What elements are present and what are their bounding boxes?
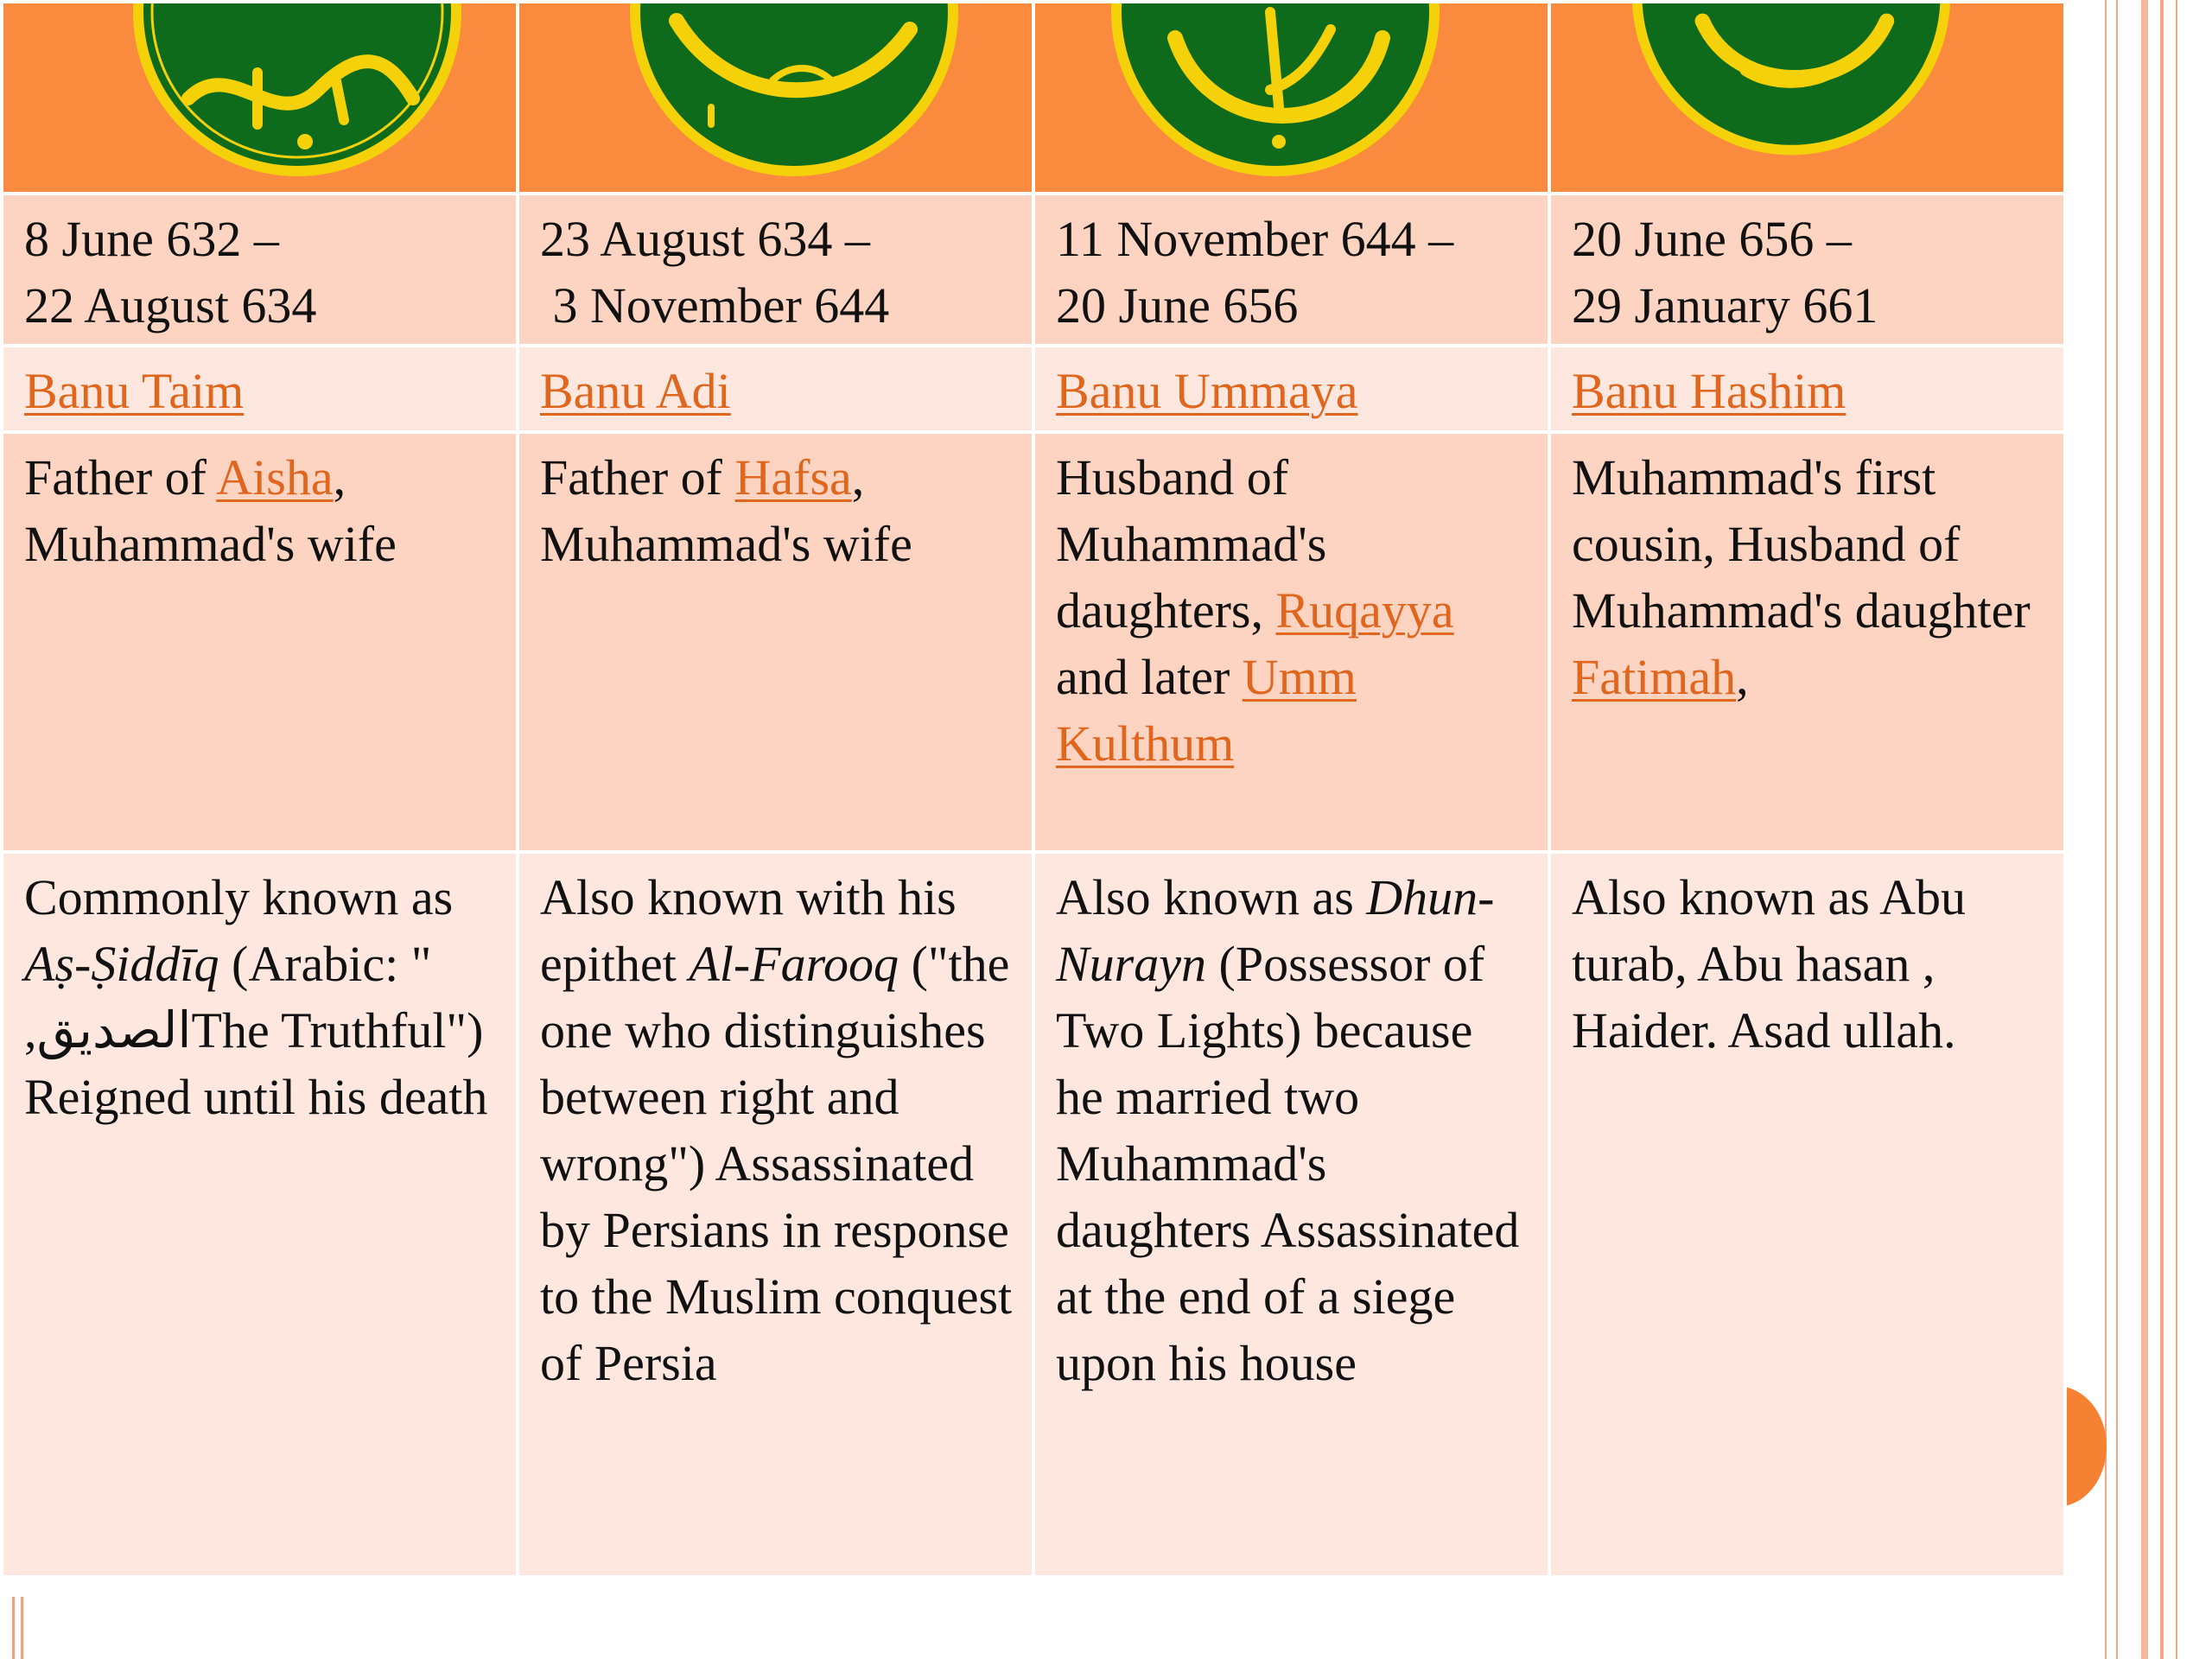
note-cell	[1033, 852, 1549, 1577]
calligraphy-seal-abu-bakr-icon	[128, 2, 467, 176]
reign-start: 20 June 656 –	[1572, 211, 1852, 267]
note-text: (Possessor of Two Lights) because he married two Muhammad's daughters Assassinated at the end of a siege upon his house	[1056, 936, 1520, 1391]
tribe-cell	[1033, 346, 1549, 432]
reign-dates	[1549, 194, 2065, 346]
tribe-cell	[1549, 346, 2065, 432]
note-cell	[2, 852, 518, 1577]
note-cell	[1549, 852, 2065, 1577]
epithet: Aṣ-Ṣiddīq	[24, 936, 219, 992]
link-ruqayya[interactable]: Ruqayya	[1275, 582, 1454, 639]
note-text: Also known with his epithet	[540, 869, 957, 992]
decorative-line	[2105, 0, 2107, 1659]
decorative-line	[2116, 0, 2118, 1659]
seal-row	[2, 2, 2065, 194]
tribe-cell	[518, 346, 1033, 432]
reign-start: 23 August 634 –	[540, 211, 870, 267]
tribe-cell	[2, 346, 518, 432]
link-hafsa[interactable]: Hafsa	[734, 449, 852, 505]
link-umm-kulthum[interactable]: Umm Kulthum	[1056, 649, 1357, 772]
calligraphy-seal-umar-icon	[625, 2, 963, 176]
relation-text: Husband of Muhammad's daughters,	[1056, 449, 1327, 639]
relation-row	[2, 432, 2065, 852]
note-text: Commonly known as	[24, 869, 454, 925]
tribe-link-banu-adi[interactable]: Banu Adi	[540, 363, 731, 419]
relation-cell	[1033, 432, 1549, 852]
note-row	[2, 852, 2065, 1577]
note-text: ("the one who distinguishes between right and wrong") Assassinated by Persians in response to the Muslim conquest of Persia	[540, 936, 1013, 1391]
link-fatimah[interactable]: Fatimah	[1572, 649, 1737, 705]
reign-dates	[1033, 194, 1549, 346]
relation-text: ,	[851, 449, 865, 505]
relation-cell	[518, 432, 1033, 852]
reign-start: 8 June 632 –	[24, 211, 279, 267]
calligraphy-seal-ali-icon	[1627, 2, 1955, 176]
relation-text: Muhammad's first cousin, Husband of Muhammad's daughter	[1572, 449, 2031, 639]
relation-text: ,	[1736, 649, 1749, 705]
note-text: Also known as Abu turab, Abu hasan , Haider. Asad ullah.	[1572, 869, 1966, 1058]
relation-text: Muhammad's wife	[540, 516, 912, 572]
tribe-link-banu-hashim[interactable]: Banu Hashim	[1572, 363, 1847, 419]
reign-end: 3 November 644	[540, 277, 890, 334]
relation-text: Father of	[24, 449, 217, 505]
decorative-line	[2141, 0, 2148, 1659]
tribe-link-banu-ummaya[interactable]: Banu Ummaya	[1056, 363, 1358, 419]
relation-text: ,	[333, 449, 346, 505]
epithet: Al-Farooq	[689, 936, 899, 992]
note-text: Also known as	[1056, 869, 1367, 925]
tribe-row	[2, 346, 2065, 432]
seal-cell	[1033, 2, 1549, 194]
tribe-link-banu-taim[interactable]: Banu Taim	[24, 363, 245, 419]
relation-text: Muhammad's wife	[24, 516, 397, 572]
reign-end: 20 June 656	[1056, 277, 1299, 334]
seal-cell	[2, 2, 518, 194]
note-cell	[518, 852, 1033, 1577]
epithet: Dhun-Nurayn	[1056, 869, 1495, 992]
relation-cell	[2, 432, 518, 852]
reign-start: 11 November 644 –	[1056, 211, 1454, 267]
calligraphy-seal-uthman-icon	[1106, 2, 1445, 176]
note-text: (Arabic: " ,الصديقThe Truthful") Reigned until his death	[24, 936, 488, 1125]
relation-text: and later	[1056, 649, 1243, 705]
reign-end: 29 January 661	[1572, 277, 1878, 334]
reign-end: 22 August 634	[24, 277, 317, 334]
link-aisha[interactable]: Aisha	[216, 449, 334, 505]
seal-cell	[518, 2, 1033, 194]
relation-cell	[1549, 432, 2065, 852]
decorative-line	[2160, 0, 2164, 1659]
dates-row	[2, 194, 2065, 346]
reign-dates	[518, 194, 1033, 346]
relation-text: Father of	[540, 449, 735, 505]
seal-cell	[1549, 2, 2065, 194]
decorative-line	[21, 1597, 23, 1659]
decorative-line	[12, 1597, 15, 1659]
decorative-line	[2176, 0, 2177, 1659]
reign-dates	[2, 194, 518, 346]
